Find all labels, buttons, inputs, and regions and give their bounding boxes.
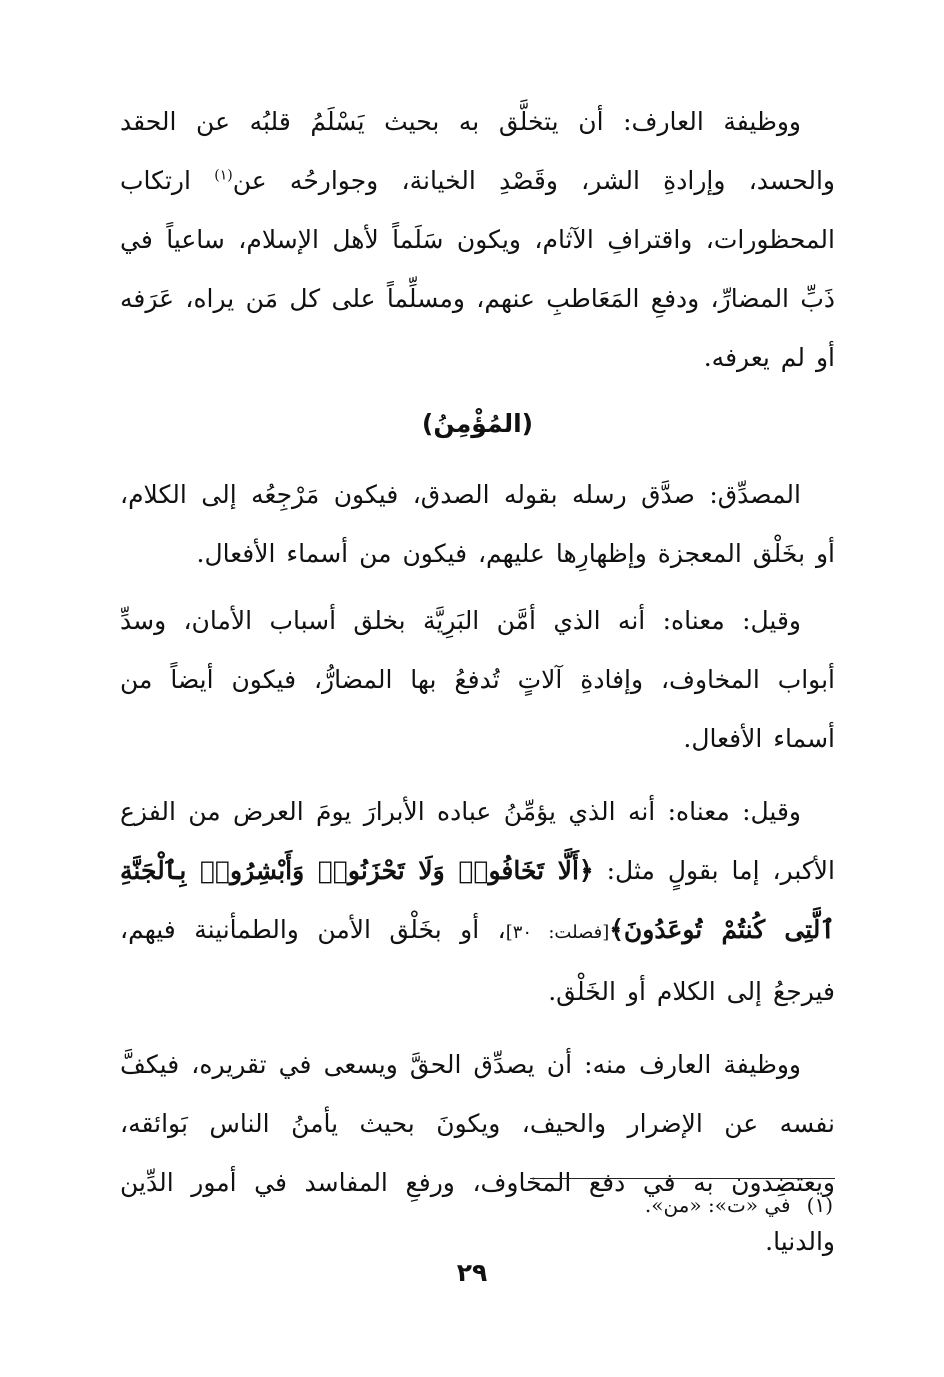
paragraph-4-text-b: ، أو بخَلْق الأمن والطمأنينة فيهم، فيرجعُ إلى الكلام أو الخَلْق. <box>120 915 835 1006</box>
spacer <box>120 1021 835 1035</box>
footnote-number: (١) <box>806 1193 833 1217</box>
spacer <box>120 583 835 591</box>
paragraph-5: ووظيفة العارف منه: أن يصدِّق الحقَّ ويسعى في تقريره، فيكفَّ نفسه عن الإضرار والحيف، ويكونَ بحيث يأمنُ الناس بَوائقه، ويعتضِدون به في دفع المخاوف، ورفعِ المفاسد في أمور الدِّين والدنيا. <box>120 1050 835 1256</box>
paragraph-1-rest: ارتكاب المحظورات، واقترافِ الآثام، ويكون سَلَماً لأهل الإسلام، ساعياً في ذَبِّ المضارِّ، ودفعِ المَعَاطبِ عنهم، ومسلِّماً على كل مَن يراه، عَرَفه أو لم يعرفه. <box>120 166 835 372</box>
paragraph-1-text: ووظيفة العارف: أن يتخلَّق به بحيث يَسْلَمُ قلبُه عن الحقد والحسد، وإرادةِ الشر، وقَصْدِ الخيانة، وجوارحُه عن <box>120 107 835 195</box>
footnote <box>645 1193 833 1217</box>
quran-verse: ﴿أَلَّا تَخَافُوا۟ وَلَا تَحْزَنُوا۟ وَأَبْشِرُوا۟ بِٱلْجَنَّةِ ٱلَّتِى كُنتُمْ تُوعَدُونَ﴾ <box>120 856 835 944</box>
page-number: ٢٩ <box>456 1258 488 1287</box>
paragraph-2: المصدِّق: صدَّق رسله بقوله الصدق، فيكون مَرْجِعُه إلى الكلام، أو بخَلْق المعجزة وإظهارِها عليهم، فيكون من أسماء الأفعال. <box>120 480 835 568</box>
paragraph-4 <box>120 782 835 1021</box>
paragraph-1 <box>120 92 835 387</box>
footnote-marker: (١) <box>214 167 233 184</box>
spacer <box>120 768 835 782</box>
paragraph-3: وقيل: معناه: أنه الذي أمَّن البَرِيَّة بخلق أسباب الأمان، وسدِّ أبواب المخاوف، وإفادةِ آلاتٍ تُدفعُ بها المضارُّ، فيكون أيضاً من أسماء الأفعال. <box>120 606 835 753</box>
verse-reference: [فصلت: ٣٠] <box>505 922 610 943</box>
footnote-divider <box>530 1178 835 1179</box>
section-heading: (المُؤْمِنُ) <box>421 409 534 438</box>
page-body <box>120 92 835 1271</box>
paragraph-4-text-a: وقيل: معناه: أنه الذي يؤمِّنُ عباده الأبرارَ يومَ العرض من الفزع الأكبر، إما بقولٍ مثل: <box>120 797 835 885</box>
footnote-text: في «ت»: «من». <box>644 1193 791 1217</box>
